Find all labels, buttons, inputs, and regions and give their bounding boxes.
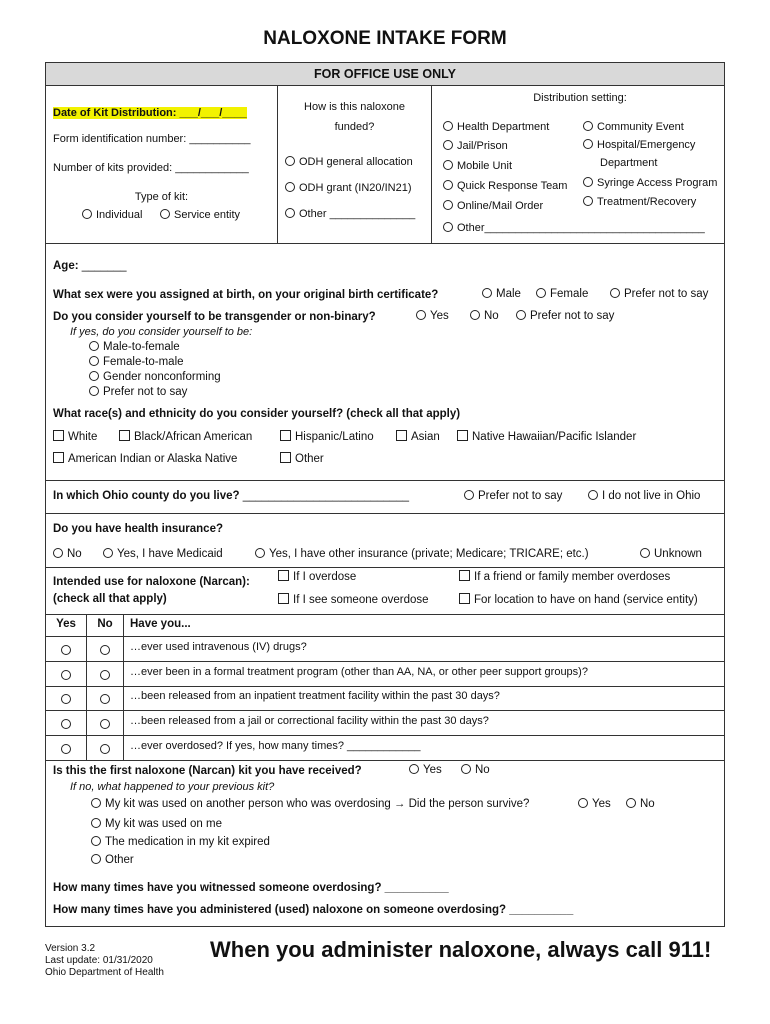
race-white[interactable]: White xyxy=(53,431,97,443)
gender-question: Do you consider yourself to be transgender or non-binary? xyxy=(53,311,376,323)
checkbox-icon xyxy=(396,430,407,441)
radio-icon xyxy=(160,209,170,219)
row-no-radio[interactable] xyxy=(100,668,114,682)
checkbox-icon xyxy=(278,593,289,604)
office-use-header: FOR OFFICE USE ONLY xyxy=(46,63,724,85)
radio-icon xyxy=(626,798,636,808)
kits-provided-field[interactable]: Number of kits provided: ____________ xyxy=(53,162,249,174)
checkbox-icon xyxy=(459,593,470,604)
intended-friend-family[interactable]: If a friend or family member overdoses xyxy=(459,571,670,583)
radio-icon xyxy=(516,310,526,320)
kit-distribution-date[interactable]: Date of Kit Distribution: ___/___/____ xyxy=(53,107,247,119)
row-no-radio[interactable] xyxy=(100,742,114,756)
radio-icon xyxy=(578,798,588,808)
first-kit-no[interactable]: No xyxy=(461,764,490,776)
radio-icon xyxy=(53,548,63,558)
checkbox-icon xyxy=(53,430,64,441)
row-question: …ever been in a formal treatment program (other than AA, NA, or other peer support groups)? xyxy=(130,666,588,678)
radio-icon xyxy=(89,356,99,366)
radio-icon xyxy=(588,490,598,500)
kit-type-individual[interactable]: Individual xyxy=(82,209,142,221)
radio-icon xyxy=(100,645,110,655)
kit-used-on-me[interactable]: My kit was used on me xyxy=(91,818,222,830)
first-kit-yes[interactable]: Yes xyxy=(409,764,442,776)
table-header-no: No xyxy=(97,618,113,630)
radio-icon xyxy=(61,645,71,655)
footer-org: Ohio Department of Health xyxy=(45,967,164,978)
gender-sub-prefer-not[interactable]: Prefer not to say xyxy=(89,386,187,398)
kit-other[interactable]: Other xyxy=(91,854,134,866)
radio-icon xyxy=(91,818,101,828)
radio-icon xyxy=(443,200,453,210)
radio-icon xyxy=(583,196,593,206)
radio-icon xyxy=(640,548,650,558)
form-title: NALOXONE INTAKE FORM xyxy=(263,28,507,49)
county-not-ohio[interactable]: I do not live in Ohio xyxy=(588,490,700,502)
row-question: …been released from an inpatient treatment facility within the past 30 days? xyxy=(130,690,500,702)
intended-location[interactable]: For location to have on hand (service entity) xyxy=(459,594,698,606)
radio-icon xyxy=(255,548,265,558)
gender-ftm[interactable]: Female-to-male xyxy=(89,356,184,368)
radio-icon xyxy=(583,121,593,131)
dist-treatment-recovery[interactable]: Treatment/Recovery xyxy=(583,196,696,208)
age-field[interactable]: Age: _______ xyxy=(53,260,127,272)
radio-icon xyxy=(100,670,110,680)
funded-label: How is this naloxone xyxy=(304,101,405,113)
radio-icon xyxy=(285,208,295,218)
checkbox-icon xyxy=(53,452,64,463)
sex-female[interactable]: Female xyxy=(536,288,588,300)
sex-male[interactable]: Male xyxy=(482,288,521,300)
distribution-label: Distribution setting: xyxy=(533,92,627,104)
insurance-other[interactable]: Yes, I have other insurance (private; Medicare; TRICARE; etc.) xyxy=(255,548,589,560)
funded-label-2: funded? xyxy=(334,121,375,133)
footer-slogan: When you administer naloxone, always call 911! xyxy=(210,937,712,962)
radio-icon xyxy=(89,386,99,396)
first-kit-question: Is this the first naloxone (Narcan) kit you have received? xyxy=(53,765,362,777)
row-no-radio[interactable] xyxy=(100,717,114,731)
intended-if-i-overdose[interactable]: If I overdose xyxy=(278,571,356,583)
insurance-medicaid[interactable]: Yes, I have Medicaid xyxy=(103,548,223,560)
radio-icon xyxy=(89,341,99,351)
checkbox-icon xyxy=(457,430,468,441)
county-field[interactable]: In which Ohio county do you live? __________________________ xyxy=(53,490,410,502)
race-other[interactable]: Other xyxy=(280,453,324,465)
gender-followup: If yes, do you consider yourself to be: xyxy=(70,326,253,338)
radio-icon xyxy=(100,719,110,729)
radio-icon xyxy=(536,288,546,298)
dist-quick-response-team[interactable]: Quick Response Team xyxy=(443,180,567,192)
gender-nonconforming[interactable]: Gender nonconforming xyxy=(89,371,221,383)
radio-icon xyxy=(583,177,593,187)
county-prefer-not[interactable]: Prefer not to say xyxy=(464,490,562,502)
radio-icon xyxy=(443,140,453,150)
funding-odh-grant[interactable]: ODH grant (IN20/IN21) xyxy=(285,182,411,194)
row-yes-radio[interactable] xyxy=(61,742,75,756)
intended-see-someone[interactable]: If I see someone overdose xyxy=(278,594,429,606)
row-question: …ever used intravenous (IV) drugs? xyxy=(130,641,307,653)
table-header-have-you: Have you... xyxy=(130,618,191,630)
first-kit-followup: If no, what happened to your previous kit? xyxy=(70,781,275,793)
radio-icon xyxy=(285,156,295,166)
gender-prefer-not[interactable]: Prefer not to say xyxy=(516,310,614,322)
funding-odh-general[interactable]: ODH general allocation xyxy=(285,156,413,168)
radio-icon xyxy=(443,121,453,131)
race-hispanic[interactable]: Hispanic/Latino xyxy=(280,431,374,443)
dist-hospital-emergency-cont: Department xyxy=(600,157,658,169)
dist-online-mail-order[interactable]: Online/Mail Order xyxy=(443,200,543,212)
table-header-yes: Yes xyxy=(56,618,76,630)
dist-syringe-access[interactable]: Syringe Access Program xyxy=(583,177,717,189)
radio-icon xyxy=(91,798,101,808)
checkbox-icon xyxy=(280,452,291,463)
row-question: …been released from a jail or correctional facility within the past 30 days? xyxy=(130,715,489,727)
race-pacific-islander[interactable]: Native Hawaiian/Pacific Islander xyxy=(457,431,636,443)
kit-used-on-another[interactable]: My kit was used on another person who was overdosing → Did the person survive? xyxy=(91,798,529,810)
radio-icon xyxy=(416,310,426,320)
checkbox-icon xyxy=(119,430,130,441)
dist-jail-prison[interactable]: Jail/Prison xyxy=(443,140,508,152)
intended-use-note: (check all that apply) xyxy=(53,593,167,605)
radio-icon xyxy=(443,222,453,232)
radio-icon xyxy=(409,764,419,774)
checkbox-icon xyxy=(459,570,470,581)
gender-yes[interactable]: Yes xyxy=(416,310,449,322)
survive-yes[interactable]: Yes xyxy=(578,798,611,810)
gender-mtf[interactable]: Male-to-female xyxy=(89,341,180,353)
dist-mobile-unit[interactable]: Mobile Unit xyxy=(443,160,512,172)
row-yes-radio[interactable] xyxy=(61,692,75,706)
sex-question: What sex were you assigned at birth, on your original birth certificate? xyxy=(53,289,439,301)
insurance-question: Do you have health insurance? xyxy=(53,523,223,535)
radio-icon xyxy=(482,288,492,298)
race-question: What race(s) and ethnicity do you consider yourself? (check all that apply) xyxy=(53,408,461,420)
checkbox-icon xyxy=(278,570,289,581)
radio-icon xyxy=(61,670,71,680)
form-id-field[interactable]: Form identification number: __________ xyxy=(53,133,251,145)
row-question: …ever overdosed? If yes, how many times? ____________ xyxy=(130,740,421,752)
dist-health-department[interactable]: Health Department xyxy=(443,121,549,133)
race-asian[interactable]: Asian xyxy=(396,431,440,443)
intended-use-label: Intended use for naloxone (Narcan): xyxy=(53,576,250,588)
radio-icon xyxy=(82,209,92,219)
race-black[interactable]: Black/African American xyxy=(119,431,252,443)
radio-icon xyxy=(464,490,474,500)
footer-version: Version 3.2 xyxy=(45,943,96,954)
row-yes-radio[interactable] xyxy=(61,668,75,682)
sex-prefer-not[interactable]: Prefer not to say xyxy=(610,288,708,300)
insurance-no[interactable]: No xyxy=(53,548,82,560)
radio-icon xyxy=(443,180,453,190)
race-american-indian[interactable]: American Indian or Alaska Native xyxy=(53,453,237,465)
radio-icon xyxy=(461,764,471,774)
dist-hospital-emergency[interactable]: Hospital/Emergency xyxy=(583,139,695,151)
radio-icon xyxy=(61,694,71,704)
radio-icon xyxy=(470,310,480,320)
kit-type-service-entity[interactable]: Service entity xyxy=(160,209,240,221)
radio-icon xyxy=(610,288,620,298)
radio-icon xyxy=(583,139,593,149)
survive-no[interactable]: No xyxy=(626,798,655,810)
radio-icon xyxy=(100,744,110,754)
insurance-unknown[interactable]: Unknown xyxy=(640,548,702,560)
radio-icon xyxy=(100,694,110,704)
radio-icon xyxy=(61,719,71,729)
radio-icon xyxy=(91,854,101,864)
radio-icon xyxy=(89,371,99,381)
row-no-radio[interactable] xyxy=(100,643,114,657)
radio-icon xyxy=(443,160,453,170)
row-yes-radio[interactable] xyxy=(61,717,75,731)
row-no-radio[interactable] xyxy=(100,692,114,706)
dist-community-event[interactable]: Community Event xyxy=(583,121,684,133)
kit-type-label: Type of kit: xyxy=(134,191,189,203)
radio-icon xyxy=(285,182,295,192)
funding-other[interactable]: Other ______________ xyxy=(285,208,415,220)
radio-icon xyxy=(61,744,71,754)
row-yes-radio[interactable] xyxy=(61,643,75,657)
footer-updated: Last update: 01/31/2020 xyxy=(45,955,153,966)
witnessed-question[interactable]: How many times have you witnessed someone overdosing? __________ xyxy=(53,882,449,894)
checkbox-icon xyxy=(280,430,291,441)
administered-question[interactable]: How many times have you administered (used) naloxone on someone overdosing? __________ xyxy=(53,904,574,916)
dist-other[interactable]: Other____________________________________ xyxy=(443,222,705,234)
radio-icon xyxy=(91,836,101,846)
kit-expired[interactable]: The medication in my kit expired xyxy=(91,836,270,848)
gender-no[interactable]: No xyxy=(470,310,499,322)
radio-icon xyxy=(103,548,113,558)
